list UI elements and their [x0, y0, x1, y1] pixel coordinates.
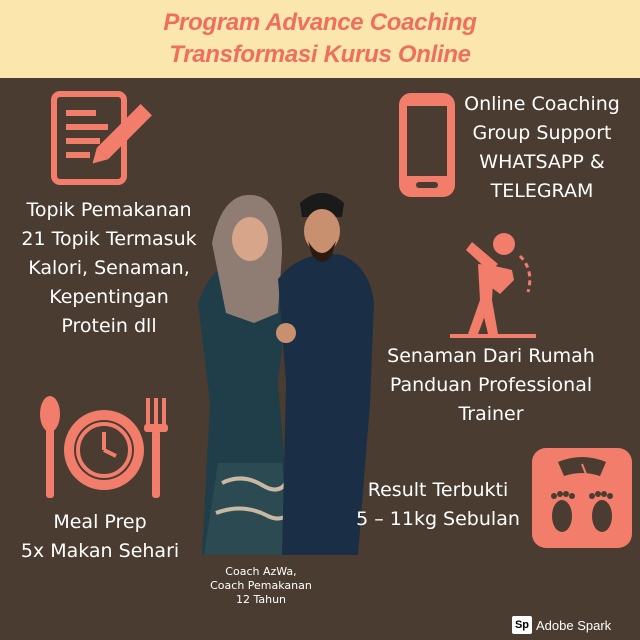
caption-line-2: Coach Pemakanan [210, 579, 312, 592]
result-line-2: 5 – 11kg Sebulan [356, 508, 520, 530]
online-line-4: TELEGRAM [490, 180, 594, 202]
spark-badge: Sp [512, 616, 532, 634]
adobe-spark-watermark [512, 614, 611, 636]
title-banner [0, 0, 640, 78]
caption-line-1: Coach AzWa, [225, 565, 297, 578]
online-line-3: WHATSAPP & [479, 151, 605, 173]
topik-line-3: Kalori, Senaman, [28, 257, 190, 279]
online-line-1: Online Coaching [464, 93, 620, 115]
phone-icon [396, 90, 458, 200]
result-text [346, 476, 530, 534]
topik-line-4: Kepentingan [49, 286, 169, 308]
scale-footprints-icon [530, 446, 634, 550]
caption-line-3: 12 Tahun [235, 593, 287, 606]
banner-title-line-2: Transformasi Kurus Online [169, 41, 471, 68]
senaman-text [372, 342, 610, 429]
senaman-line-3: Trainer [458, 403, 524, 425]
topik-line-2: 21 Topik Termasuk [21, 228, 197, 250]
meal-line-1: Meal Prep [53, 511, 147, 533]
senaman-line-1: Senaman Dari Rumah [387, 345, 595, 367]
spark-label: Adobe Spark [536, 617, 612, 633]
online-coaching-text [452, 90, 632, 206]
meal-prep-text [12, 508, 188, 566]
banner-title-line-1: Program Advance Coaching [163, 9, 477, 36]
topik-pemakanan-text [6, 196, 212, 341]
stretching-person-icon [442, 230, 542, 340]
meal-line-2: 5x Makan Sehari [20, 540, 180, 562]
topik-line-1: Topik Pemakanan [26, 199, 192, 221]
topik-line-5: Protein dll [61, 315, 157, 337]
document-pen-icon [46, 88, 156, 188]
online-line-2: Group Support [472, 122, 612, 144]
plate-clock-cutlery-icon [36, 394, 172, 504]
coach-caption [196, 565, 326, 607]
result-line-1: Result Terbukti [367, 479, 509, 501]
senaman-line-2: Panduan Professional [389, 374, 593, 396]
